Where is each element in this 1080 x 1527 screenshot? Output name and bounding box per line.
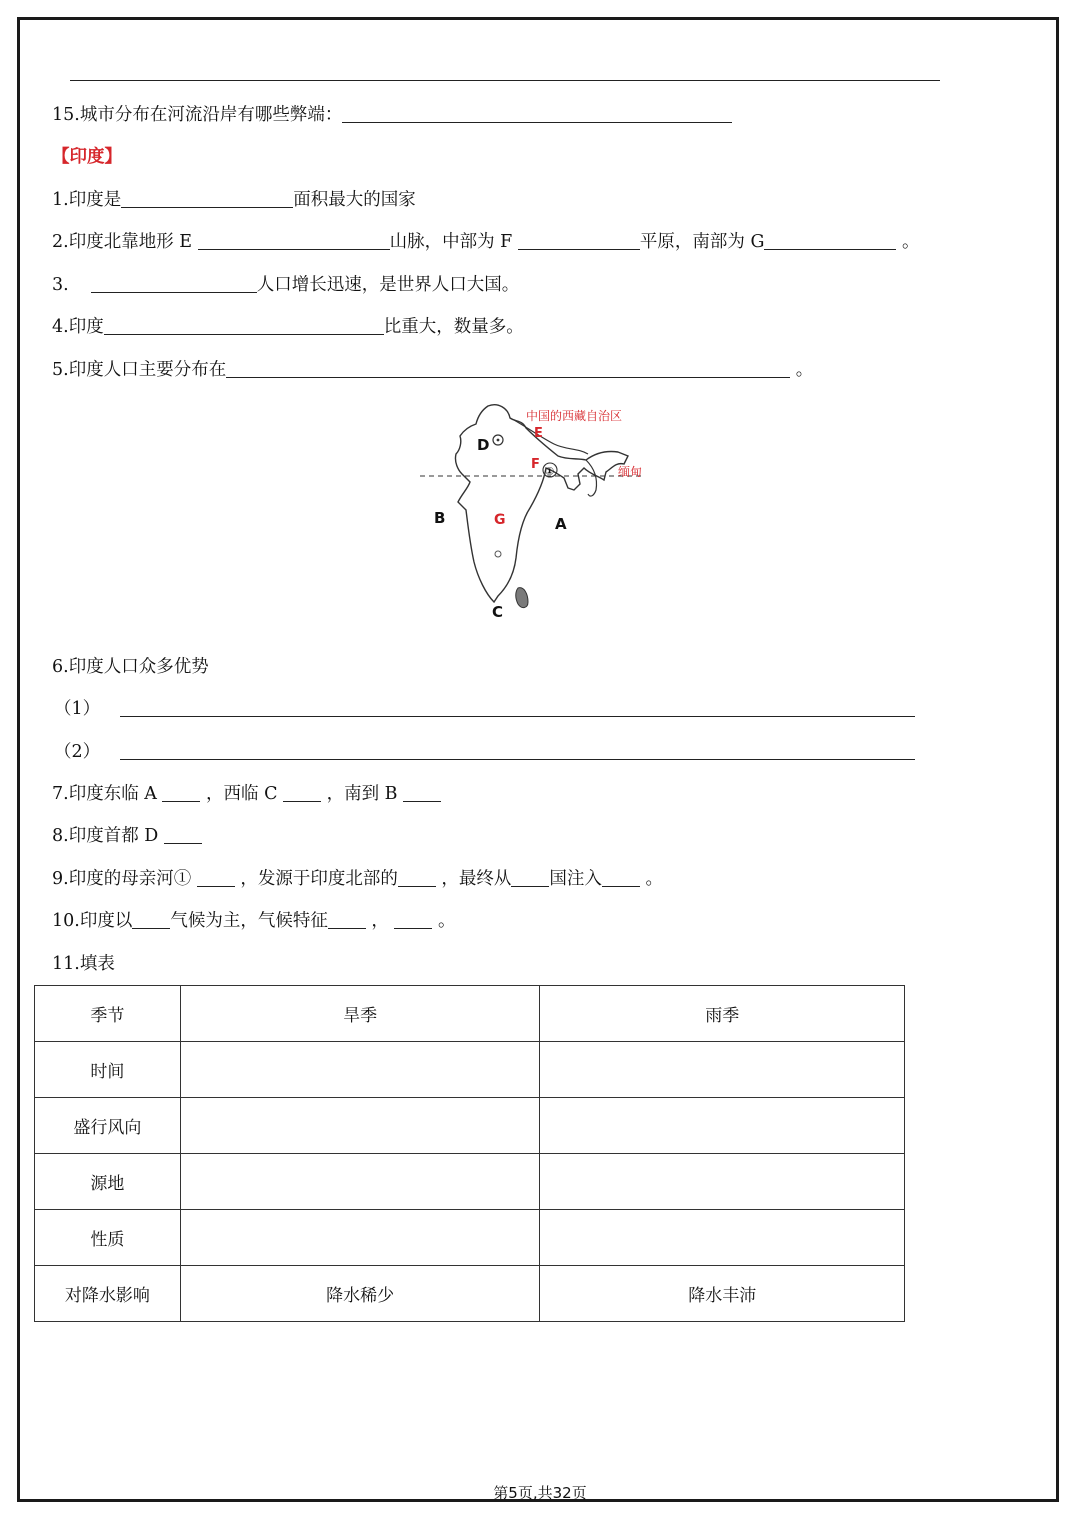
myanmar-border (586, 460, 597, 496)
label-f: F (531, 457, 540, 472)
label-burma: 缅甸 (618, 465, 643, 479)
label-d: D (477, 436, 490, 454)
page-number: 第5页,共32页 (493, 1484, 587, 1502)
answer-blank[interactable] (342, 105, 732, 123)
question-2: 2.印度北靠地形 E 山脉，中部为 F 平原，南部为 G 。 (52, 232, 920, 252)
label-b: B (434, 509, 446, 527)
label-a: A (555, 515, 567, 533)
section-title: 【印度】 (52, 147, 122, 167)
india-map (418, 398, 648, 630)
table-cell[interactable] (540, 1042, 905, 1098)
label-g: G (494, 512, 506, 528)
answer-blank[interactable] (398, 869, 436, 887)
table-header-cell: 季节 (35, 986, 181, 1042)
table-cell[interactable] (180, 1154, 540, 1210)
label-c: C (492, 603, 504, 621)
answer-blank[interactable] (394, 911, 432, 929)
question-11: 11.填表 (52, 954, 115, 974)
question-3: 3. 人口增长迅速，是世界人口大国。 (52, 275, 520, 295)
answer-blank[interactable] (226, 360, 790, 378)
answer-blank[interactable] (764, 232, 896, 250)
table-row (35, 1210, 905, 1266)
table-cell[interactable] (540, 1098, 905, 1154)
table-cell: 降水丰沛 (540, 1266, 905, 1322)
answer-blank[interactable] (120, 742, 915, 760)
table-row-label: 性质 (35, 1210, 181, 1266)
table-row (35, 1042, 905, 1098)
table-cell[interactable] (540, 1154, 905, 1210)
label-tibet: 中国的西藏自治区 (526, 409, 623, 423)
table-row (35, 1266, 905, 1322)
answer-line-top (70, 80, 940, 81)
table-header-cell: 雨季 (540, 986, 905, 1042)
question-6: 6.印度人口众多优势 (52, 657, 209, 677)
himalaya-arc (514, 420, 588, 454)
table-cell[interactable] (180, 1042, 540, 1098)
question-1: 1.印度是 面积最大的国家 (52, 190, 416, 210)
table-row (35, 1098, 905, 1154)
monsoon-table (34, 985, 905, 1322)
question-5: 5.印度人口主要分布在 。 (52, 360, 814, 380)
answer-blank[interactable] (602, 869, 640, 887)
city-marker (495, 551, 501, 557)
answer-blank[interactable] (120, 699, 915, 717)
sri-lanka (516, 588, 528, 608)
answer-blank[interactable] (283, 784, 321, 802)
table-row-label: 盛行风向 (35, 1098, 181, 1154)
answer-blank[interactable] (518, 232, 640, 250)
river-label: ① (545, 465, 555, 478)
table-row-label: 源地 (35, 1154, 181, 1210)
answer-blank[interactable] (104, 317, 384, 335)
capital-dot (497, 439, 500, 442)
table-row (35, 1154, 905, 1210)
question-6-item-2: （2） (54, 741, 915, 763)
question-15: 15.城市分布在河流沿岸有哪些弊端： (52, 104, 732, 126)
table-cell[interactable] (180, 1098, 540, 1154)
table-row-label: 对降水影响 (35, 1266, 181, 1322)
answer-blank[interactable] (121, 190, 293, 208)
answer-blank[interactable] (198, 232, 390, 250)
answer-blank[interactable] (132, 911, 170, 929)
question-10: 10.印度以 气候为主，气候特征 ， 。 (52, 911, 456, 931)
answer-blank[interactable] (164, 826, 202, 844)
table-cell[interactable] (540, 1210, 905, 1266)
answer-blank[interactable] (162, 784, 200, 802)
table-row-label: 时间 (35, 1042, 181, 1098)
question-4: 4.印度 比重大，数量多。 (52, 317, 524, 337)
answer-blank[interactable] (91, 275, 257, 293)
label-e: E (534, 426, 543, 441)
answer-blank[interactable] (328, 911, 366, 929)
question-9: 9.印度的母亲河① ，发源于印度北部的 ，最终从 国注入 。 (52, 869, 663, 889)
question-6-item-1: （1） (54, 698, 915, 720)
answer-blank[interactable] (197, 869, 235, 887)
table-cell: 降水稀少 (180, 1266, 540, 1322)
question-7: 7.印度东临 A ，西临 C ，南到 B (52, 783, 441, 805)
table-cell[interactable] (180, 1210, 540, 1266)
answer-blank[interactable] (511, 869, 549, 887)
question-8: 8.印度首都 D (52, 825, 202, 847)
table-header-row (35, 986, 905, 1042)
answer-blank[interactable] (403, 784, 441, 802)
table-header-cell: 旱季 (180, 986, 540, 1042)
